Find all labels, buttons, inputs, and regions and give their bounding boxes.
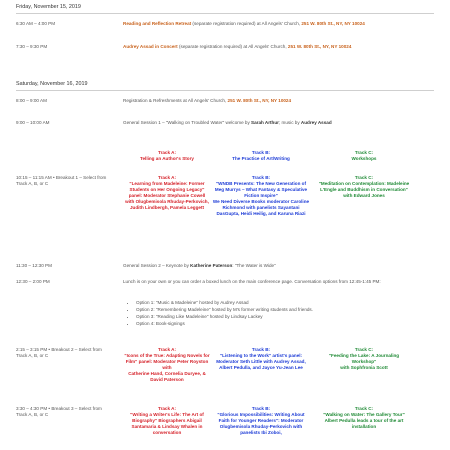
breakout-3-track-b — [212, 406, 310, 436]
track-a-header — [124, 150, 210, 162]
breakout-2-track-c-session: "Feeding the Lake: A Journaling Workshop" — [328, 352, 400, 364]
breakout-3-time: 3:30 – 4:30 PM • Breakout 3 – Select from Track A, B, or C — [16, 406, 102, 417]
retreat-note: (separate registration required) at All Angels' Church, — [191, 21, 302, 26]
breakout-1-track-a-label: Track A: — [158, 175, 176, 180]
breakout-1-track-b — [212, 175, 310, 217]
breakout-3-track-c-label: Track C: — [354, 406, 374, 411]
conversation-options — [128, 300, 436, 329]
track-b-label: Track B: — [251, 150, 271, 155]
breakout-2-track-a-panel: Catherine Hand, Cornelia Duryee, & David Paterson — [128, 370, 206, 382]
breakout-2-track-a-label: Track A: — [158, 347, 176, 352]
breakout-2-track-c-presenter: with Sophfronia Scott — [340, 364, 388, 370]
track-b-header — [212, 150, 310, 162]
track-c-title: Workshops — [351, 155, 377, 161]
breakout-3-track-a-session: "Writing a Writer's Life: The Art of Biography" Biographers Abigail Santamaria & Lindsay Whalen in conversation — [130, 411, 204, 435]
friday-row-1-time: 6:30 AM – 4:00 PM — [16, 21, 56, 26]
breakout-2-time: 2:15 – 3:15 PM • Breakout 2 – Select from Track A, B, or C — [16, 347, 102, 358]
breakout-2-track-b — [212, 347, 310, 371]
concert-address: 251 W. 80th St., NY, NY 10024 — [287, 44, 352, 49]
breakout-1-track-b-panel: We Need Diverse Books moderator Caroline Richmond with panelists Sayantani DasGupta, Heidi Heilig, and Karuna Riazi — [212, 198, 310, 216]
breakout-2-track-b-session: "Listening to the Work" artist's panel: Moderator Seth Little with Audrey Assad, Albert Pedulla, and Jayce Yu-Jean Lee — [216, 352, 306, 370]
registration-address: 251 W. 80th St., NY, NY 10024 — [227, 98, 292, 103]
track-c-label: Track C: — [354, 150, 374, 155]
breakout-1-track-b-label: Track B: — [251, 175, 271, 180]
concert-note: (separate registration required) at All Angels' Church, — [177, 44, 288, 49]
conversation-option: • Option 2: "Remembering Madeleine" hosted by M's former writing students and friends. — [136, 307, 436, 313]
registration-desc — [123, 98, 438, 104]
general-session-1-music-text: ; music by — [278, 120, 301, 125]
general-session-2-time: 11:30 – 12:30 PM — [16, 263, 52, 268]
conversation-option: • Option 3: "Reading Like Madeleine" hosted by Lindsay Lackey — [136, 314, 436, 320]
breakout-3-track-b-session: "Glorious Impossibilities: Writing About Faith for Younger Readers": Moderator Olugbemisola Rhuday-Perkovich with panelists Ibi Zoboi, — [217, 411, 305, 435]
conversation-option: • Option 1: "Music & Madeleine" hosted by Audrey Assad — [136, 300, 436, 306]
saturday-divider — [16, 90, 434, 91]
breakout-1-track-a — [124, 175, 210, 211]
saturday-heading: Saturday, November 16, 2019 — [16, 81, 88, 87]
breakout-3-track-c-session: "Walking on Water: The Gallery Tour" — [323, 411, 405, 417]
keynote-speaker: Katherine Paterson — [190, 263, 233, 268]
breakout-2-track-c — [316, 347, 412, 371]
general-session-1-musician: Audrey Assad — [300, 120, 332, 125]
friday-row-2-time: 7:30 – 9:30 PM — [16, 44, 48, 49]
breakout-2-track-b-label: Track B: — [251, 347, 271, 352]
track-a-title: Telling an Author's Story — [140, 155, 194, 161]
conversation-option: • Option 4: Book-signings — [136, 321, 436, 327]
breakout-3-track-c — [316, 406, 412, 430]
breakout-3-track-c-description: Albert Pedulla leads a tour of the art installation — [324, 417, 404, 429]
retreat-title: Reading and Reflection Retreat — [123, 21, 192, 26]
breakout-3-track-a-label: Track A: — [158, 406, 176, 411]
track-b-title: The Practice of Art/Writing — [232, 155, 290, 161]
registration-time: 8:00 – 9:00 AM — [16, 98, 47, 103]
general-session-1-speaker: Sarah Arthur — [251, 120, 279, 125]
general-session-1-desc — [123, 120, 438, 126]
friday-row-2-desc — [123, 44, 438, 50]
breakout-1-track-c — [316, 175, 412, 199]
lunch-time: 12:30 – 2:00 PM — [16, 279, 50, 284]
general-session-1-time: 9:00 – 10:00 AM — [16, 120, 50, 125]
registration-text: Registration & Refreshments at All Angels' Church, — [123, 98, 228, 103]
breakout-2-track-c-label: Track C: — [354, 347, 374, 352]
breakout-2-track-a-session: "Icons of the True: Adapting Novels for Film" panel: Moderator Peter Royston with — [124, 352, 210, 370]
friday-divider — [16, 13, 434, 14]
retreat-address: 251 W. 80th St., NY, NY 10024 — [301, 21, 365, 26]
friday-heading: Friday, November 15, 2019 — [16, 4, 81, 10]
concert-title: Audrey Assad in Concert — [123, 44, 178, 49]
friday-row-1-desc — [123, 21, 438, 27]
general-session-2-desc — [123, 263, 438, 269]
breakout-1-track-c-label: Track C: — [354, 175, 374, 180]
breakout-2-track-a — [124, 347, 210, 383]
breakout-1-time: 10:15 – 11:15 AM • Breakout 1 – Select from Track A, B, or C — [16, 175, 107, 186]
keynote-title: : "The Water is Wide" — [232, 263, 276, 268]
general-session-2-text: General Session 2 – Keynote by — [123, 263, 191, 268]
breakout-1-track-a-session: "Learning from Madeleine: Former Students on Her Ongoing Legacy" panel: Moderator Stephanie Cowell with Olugbemisola Rhuday-Perkovich, Judith Lindbergh, Pamela Leggett — [125, 180, 209, 210]
track-c-header — [316, 150, 412, 162]
track-a-label: Track A: — [158, 150, 176, 155]
breakout-3-track-a — [124, 406, 210, 436]
breakout-1-track-b-session: "WNDB Presents: The New Generation of Meg Murrys – What Fantasy & Speculative Fiction Inspire" — [214, 180, 308, 198]
breakout-3-track-b-label: Track B: — [251, 406, 271, 411]
lunch-text: Lunch is on your own or you can order a boxed lunch on the main conference page. Conversation options from 12:45-1:45 PM: — [123, 279, 381, 284]
general-session-1-text: General Session 1 – "Walking on Troubled Water" welcome by — [123, 120, 252, 125]
breakout-1-track-c-session: "Meditation on Contemplation: Madeleine L'Engle and Buddhism in Conversation" with Edward Jones — [318, 180, 410, 198]
